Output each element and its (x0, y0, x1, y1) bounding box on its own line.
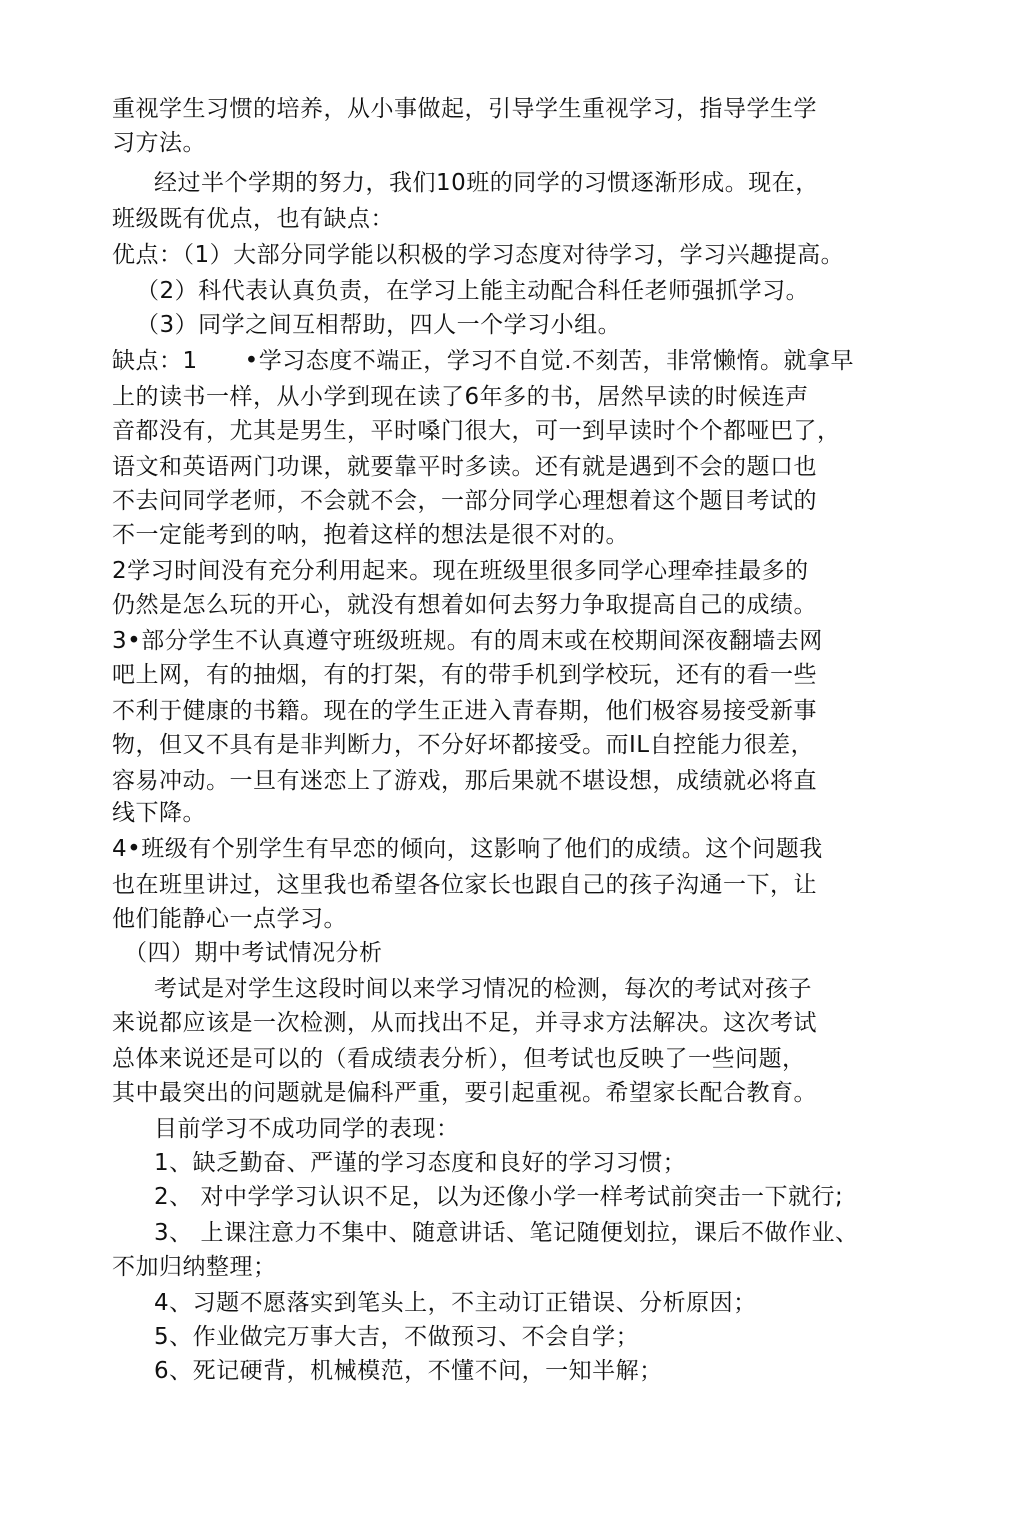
list-item: 5、作业做完万事大吉，不做预习、不会自学； (154, 1324, 640, 1350)
list-item: 2、 对中学学习认识不足，以为还像小学一样考试前突击一下就行; (154, 1184, 844, 1210)
text-line: 线下降。 (112, 800, 206, 826)
text-line: （3）同学之间互相帮助，四人一个学习小组。 (136, 312, 622, 338)
text-line: 语文和英语两门功课，就要靠平时多读。还有就是遇到不会的题口也 (112, 454, 817, 480)
text-line: 班级既有优点，也有缺点： (112, 206, 394, 232)
text-line: 习方法。 (112, 130, 206, 156)
text-line: 他们能静心一点学习。 (112, 906, 347, 932)
text-line: 经过半个学期的努力，我们10班的同学的习惯逐渐形成。现在， (154, 170, 819, 196)
text-line: 容易冲动。一旦有迷恋上了游戏，那后果就不堪设想，成绩就必将直 (112, 768, 817, 794)
text-line: 其中最突出的问题就是偏科严重，要引起重视。希望家长配合教育。 (112, 1080, 817, 1106)
list-item: 6、死记硬背，机械模范，不懂不问，一知半解； (154, 1358, 663, 1384)
text-line: 不加归纳整理； (112, 1254, 277, 1280)
text-line: 重视学生习惯的培养，从小事做起，引导学生重视学习，指导学生学 (112, 96, 817, 122)
section-heading: （四）期中考试情况分析 (124, 940, 383, 966)
text-line: 考试是对学生这段时间以来学习情况的检测，每次的考试对孩子 (154, 976, 812, 1002)
text-line: 来说都应该是一次检测，从而找出不足，并寻求方法解决。这次考试 (112, 1010, 817, 1036)
text-line: 总体来说还是可以的（看成绩表分析），但考试也反映了一些问题， (112, 1046, 806, 1072)
text-line: 吧上网，有的抽烟，有的打架，有的带手机到学校玩，还有的看一些 (112, 662, 817, 688)
list-item: 4、习题不愿落实到笔头上，不主动订正错误、分析原因； (154, 1290, 757, 1316)
list-item: 1、缺乏勤奋、严谨的学习态度和良好的学习习惯； (154, 1150, 687, 1176)
text-line: 缺点：1 •学习态度不端正，学习不自觉.不刻苦，非常懒惰。就拿早 (112, 348, 855, 374)
text-line: 不一定能考到的呐，抱着这样的想法是很不对的。 (112, 522, 629, 548)
text-line: 仍然是怎么玩的开心，就没有想着如何去努力争取提高自己的成绩。 (112, 592, 817, 618)
text-line: 上的读书一样，从小学到现在读了6年多的书，居然早读的时候连声 (112, 384, 809, 410)
text-line: （2）科代表认真负责，在学习上能主动配合科任老师强抓学习。 (136, 278, 810, 304)
text-line: 物，但又不具有是非判断力，不分好坏都接受。而IL自控能力很差， (112, 732, 815, 758)
text-line: 优点：（1）大部分同学能以积极的学习态度对待学习，学习兴趣提高。 (112, 242, 845, 268)
text-line: 不去问同学老师，不会就不会，一部分同学心理想着这个题目考试的 (112, 488, 817, 514)
text-line: 3•部分学生不认真遵守班级班规。有的周末或在校期间深夜翻墙去网 (112, 628, 823, 654)
text-line: 目前学习不成功同学的表现： (154, 1116, 460, 1142)
list-item: 3、 上课注意力不集中、随意讲话、笔记随便划拉，课后不做作业、 (154, 1220, 859, 1246)
text-line: 2学习时间没有充分利用起来。现在班级里很多同学心理牵挂最多的 (112, 558, 809, 584)
text-line: 音都没有，尤其是男生，平时嗓门很大，可一到早读时个个都哑巴了， (112, 418, 841, 444)
text-line: 4•班级有个别学生有早恋的倾向，这影响了他们的成绩。这个问题我 (112, 836, 823, 862)
text-line: 也在班里讲过，这里我也希望各位家长也跟自己的孩子沟通一下，让 (112, 872, 817, 898)
text-line: 不利于健康的书籍。现在的学生正进入青春期，他们极容易接受新事 (112, 698, 817, 724)
